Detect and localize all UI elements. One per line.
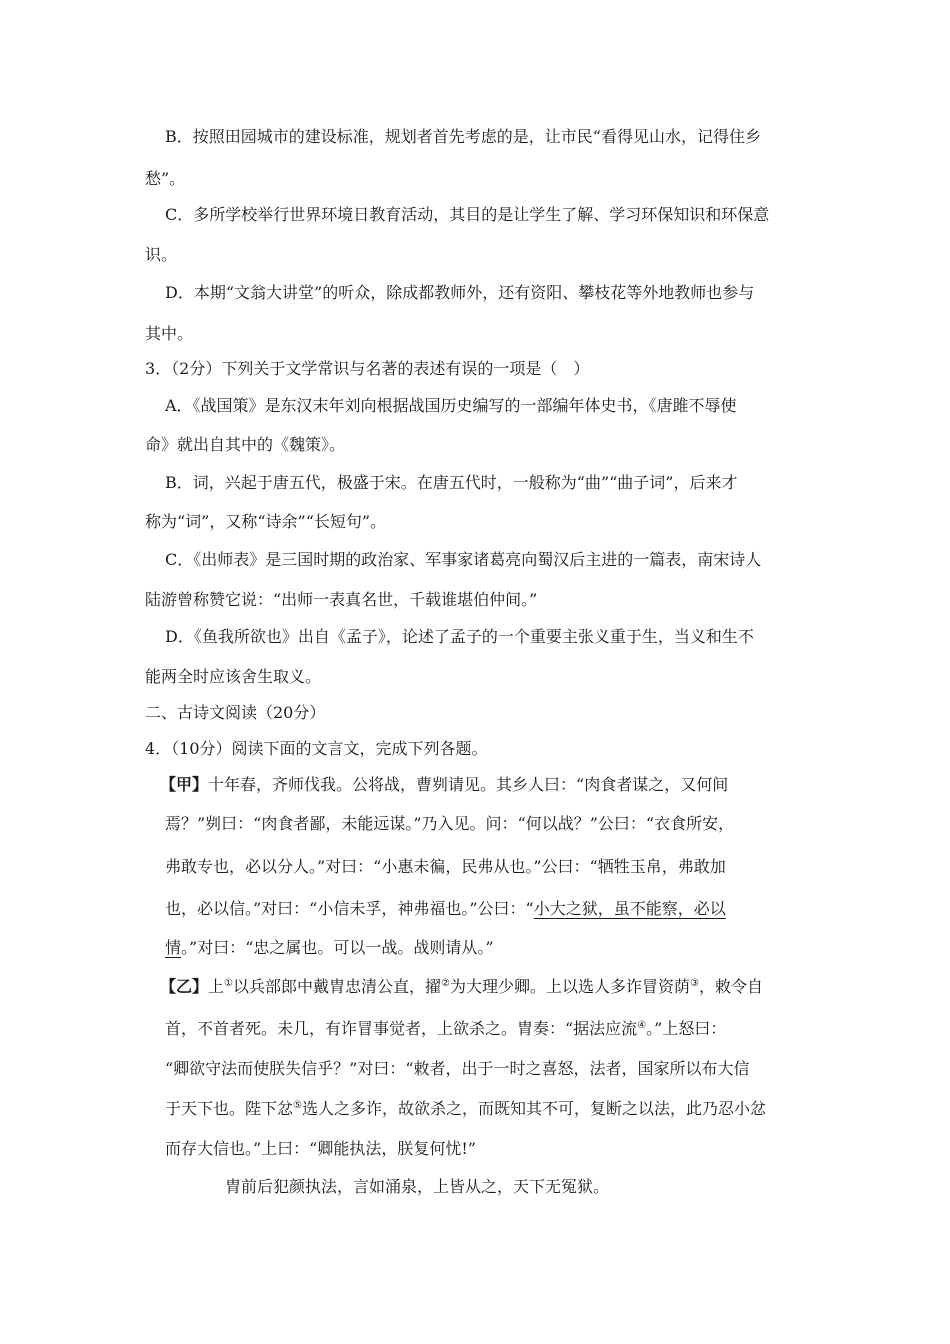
passage-yi-text: 首，不首者死。未几，有诈冒事觉者，上欲杀之。胄奏：“据法应流	[165, 1019, 638, 1038]
passage-jia-line4	[165, 899, 726, 919]
q3-option-d-line2: 能两全时应该舍生取义。	[145, 667, 322, 686]
q3-option-c-line2: 陆游曾称赞它说：“出师一表真名世，千载谁堪伯仲间。”	[145, 590, 538, 609]
q3-option-d-line1: D．《鱼我所欲也》出自《孟子》，论述了孟子的一个重要主张义重于生，当义和生不	[165, 627, 754, 646]
passage-jia-line2: 焉？”刿曰：“肉食者鄙，未能远谋。”乃入见。问：“何以战？”公曰：“衣食所安，	[165, 814, 735, 833]
passage-jia-tag: 【甲】	[160, 775, 209, 794]
footnote-marker-4: ④	[637, 1020, 647, 1031]
passage-yi-line4	[165, 1099, 766, 1119]
passage-yi-line2	[165, 1019, 726, 1039]
q2-option-c-line2: 识。	[145, 245, 178, 264]
q2-option-b-line2: 愁”。	[145, 169, 186, 188]
footnote-marker-2: ②	[441, 978, 450, 989]
passage-yi-tag: 【乙】	[160, 977, 209, 996]
q3-option-c-line1: C．《出师表》是三国时期的政治家、军事家诸葛亮向蜀汉后主进的一篇表，南宋诗人	[165, 550, 762, 569]
q2-option-c-line1: C．多所学校举行世界环境日教育活动，其目的是让学生了解、学习环保知识和环保意	[165, 205, 770, 224]
underlined-sentence-part1: 小大之狱，虽不能察，必以	[533, 899, 726, 918]
q4-stem: 4．（10分）阅读下面的文言文，完成下列各题。	[145, 739, 488, 758]
passage-yi-line6: 胄前后犯颜执法，言如涌泉，上皆从之，天下无冤狱。	[225, 1177, 610, 1196]
footnote-marker-3: ③	[690, 978, 699, 989]
passage-yi-text: 为大理少卿。上以选人多诈冒资荫	[449, 977, 690, 996]
passage-jia-line1	[160, 775, 728, 795]
underlined-sentence-part2: 情	[165, 938, 182, 957]
passage-jia-text: 十年春，齐师伐我。公将战，曹刿请见。其乡人曰：“肉食者谋之，又何间	[208, 775, 729, 794]
passage-yi-text: 上	[208, 977, 225, 996]
q2-option-d-line2: 其中。	[145, 324, 194, 343]
footnote-marker-1: ①	[224, 978, 233, 989]
section-heading: 二、古诗文阅读（20分）	[145, 703, 326, 722]
passage-yi-text: 选人之多诈，故欲杀之，而既知其不可，复断之以法，此乃忍小忿	[301, 1099, 766, 1118]
passage-yi-line3: “卿欲守法而使朕失信乎？”对曰：“敕者，出于一时之喜怒，法者，国家所以布大信	[165, 1059, 750, 1078]
passage-jia-line5-text: 。”对曰：“忠之属也。可以一战。战则请从。”	[181, 938, 494, 957]
passage-yi-text: ，敕令自	[698, 977, 763, 996]
passage-yi-line5: 而存大信也。”上曰：“卿能执法，朕复何忧!”	[165, 1139, 476, 1158]
passage-yi-text: 以兵部郎中戴胄忠清公直，擢	[233, 977, 442, 996]
passage-jia-line5	[165, 938, 494, 958]
q3-option-b-line1: B．词，兴起于唐五代，极盛于宋。在唐五代时，一般称为“曲”“曲子词”，后来才	[165, 473, 738, 492]
passage-yi-line1	[160, 977, 763, 997]
passage-jia-line4-text: 也，必以信。”对曰：“小信未孚，神弗福也。”公曰：“	[165, 899, 534, 918]
q2-option-d-line1: D．本期“文翁大讲堂”的听众，除成都教师外，还有资阳、攀枝花等外地教师也参与	[165, 283, 755, 302]
q3-option-b-line2: 称为“词”，又称“诗余”“长短句”。	[145, 512, 387, 531]
q3-option-a-line1: A．《战国策》是东汉末年刘向根据战国历史编写的一部编年体史书，《唐雎不辱使	[165, 396, 737, 415]
q3-option-a-line2: 命》就出自其中的《魏策》。	[145, 435, 346, 454]
passage-yi-text: 于天下也。陛下忿	[165, 1099, 294, 1118]
footnote-marker-5: ⑤	[293, 1100, 302, 1111]
passage-jia-line3: 弗敢专也，必以分人。”对曰：“小惠未徧，民弗从也。”公曰：“牺牲玉帛，弗敢加	[165, 857, 726, 876]
q3-stem: 3．（2分）下列关于文学常识与名著的表述有误的一项是（ ）	[145, 359, 590, 378]
q2-option-b-line1: B．按照田园城市的建设标准，规划者首先考虑的是，让市民“看得见山水，记得住乡	[165, 127, 761, 146]
passage-yi-text: 。”上怒曰：	[646, 1019, 727, 1038]
